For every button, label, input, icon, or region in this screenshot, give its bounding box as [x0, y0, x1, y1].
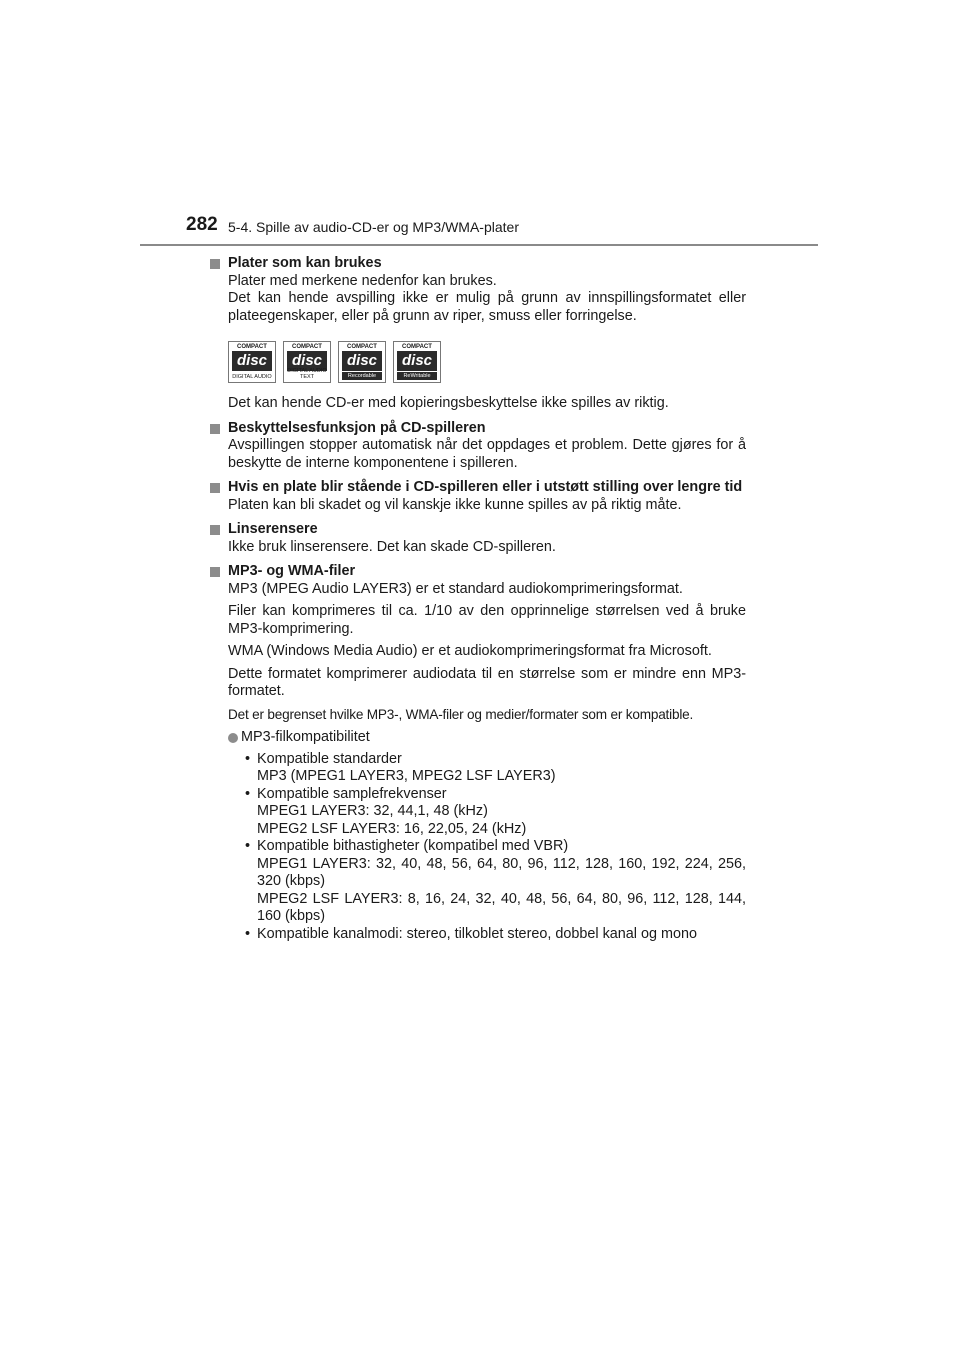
disc-logo-row [210, 341, 746, 383]
paragraph: Filer kan komprimeres til ca. 1/10 av den opprinnelige størrelsen ved å bruke MP3-komprimering. [228, 603, 746, 637]
square-bullet-icon [210, 567, 220, 577]
section-heading: Plater som kan brukes [210, 255, 746, 273]
paragraph: WMA (Windows Media Audio) er et audiokomprimeringsformat fra Microsoft. [228, 643, 712, 659]
paragraph: Det kan hende avspilling ikke er mulig på grunn av innspillingsformatet eller plateegenskaper, eller på grunn av riper, smuss eller forringelse. [228, 290, 746, 324]
compact-disc-text-logo: COMPACT disc DIGITAL AUDIO TEXT [283, 341, 331, 383]
section-heading: Linserensere [210, 521, 746, 539]
section-heading: Hvis en plate blir stående i CD-spilleren eller i utstøtt stilling over lengre tid [210, 479, 746, 497]
paragraph: Det er begrenset hvilke MP3-, WMA-filer og medier/formater som er kompatible. [228, 706, 694, 722]
compact-disc-logo: COMPACT disc DIGITAL AUDIO [228, 341, 276, 383]
bullet-dot-icon: • [245, 785, 251, 802]
section-lens-cleaners [210, 521, 746, 556]
paragraph: Ikke bruk linserensere. Det kan skade CD-spilleren. [228, 538, 556, 555]
list-item: • Kompatible standarder MP3 (MPEG1 LAYER3, MPEG2 LSF LAYER3) [245, 750, 556, 784]
compat-list [228, 751, 746, 944]
section-protection [210, 420, 746, 473]
list-item: • Kompatible samplefrekvenser MPEG1 LAYER3: 32, 44,1, 48 (kHz) MPEG2 LSF LAYER3: 16, 22,05, 24 (kHz) [245, 785, 527, 837]
circle-bullet-icon [228, 733, 238, 743]
compat-heading: MP3-filkompatibilitet [228, 729, 746, 747]
paragraph: Platen kan bli skadet og vil kanskje ikke kunne spilles av på riktig måte. [228, 496, 682, 513]
list-item: • Kompatible kanalmodi: stereo, tilkoblet stereo, dobbel kanal og mono [245, 925, 697, 942]
square-bullet-icon [210, 259, 220, 269]
paragraph: Plater med merkene nedenfor kan brukes. [228, 272, 497, 289]
section-stuck-disc [210, 479, 746, 514]
section-plates [210, 255, 746, 413]
list-item: • Kompatible bithastigheter (kompatibel med VBR) MPEG1 LAYER3: 32, 40, 48, 56, 64, 80, 96, 112, 128, 160, 192, 224, 256, 320 (kbps) MPEG2 LSF LAYER3: 8, 16, 24, 32, 40, 48, 56, 64, 80, 96, 112, 128, 144, 160 (kbps) [245, 838, 746, 924]
paragraph: Avspillingen stopper automatisk når det oppdages et problem. Dette gjøres for å beskytte de interne komponentene i spilleren. [228, 437, 746, 471]
section-title: 5-4. Spille av audio-CD-er og MP3/WMA-plater [228, 219, 519, 235]
paragraph: Dette formatet komprimerer audiodata til en størrelse som er mindre enn MP3-formatet. [228, 665, 746, 699]
bullet-dot-icon: • [245, 750, 251, 767]
page-header [186, 214, 818, 248]
compact-disc-rewritable-logo: COMPACT disc ReWritable [393, 341, 441, 383]
header-divider [140, 244, 818, 246]
square-bullet-icon [210, 483, 220, 493]
compact-disc-recordable-logo: COMPACT disc Recordable [338, 341, 386, 383]
square-bullet-icon [210, 424, 220, 434]
square-bullet-icon [210, 525, 220, 535]
page-content [210, 255, 746, 950]
section-heading: Beskyttelsesfunksjon på CD-spilleren [210, 420, 746, 438]
paragraph: MP3 (MPEG Audio LAYER3) er et standard audiokomprimeringsformat. [228, 580, 683, 597]
page-number: 282 [186, 214, 218, 235]
section-heading: MP3- og WMA-filer [210, 563, 746, 581]
paragraph: Det kan hende CD-er med kopieringsbeskyttelse ikke spilles av riktig. [228, 395, 669, 411]
bullet-dot-icon: • [245, 925, 251, 942]
bullet-dot-icon: • [245, 838, 251, 854]
section-mp3-wma [210, 563, 746, 943]
